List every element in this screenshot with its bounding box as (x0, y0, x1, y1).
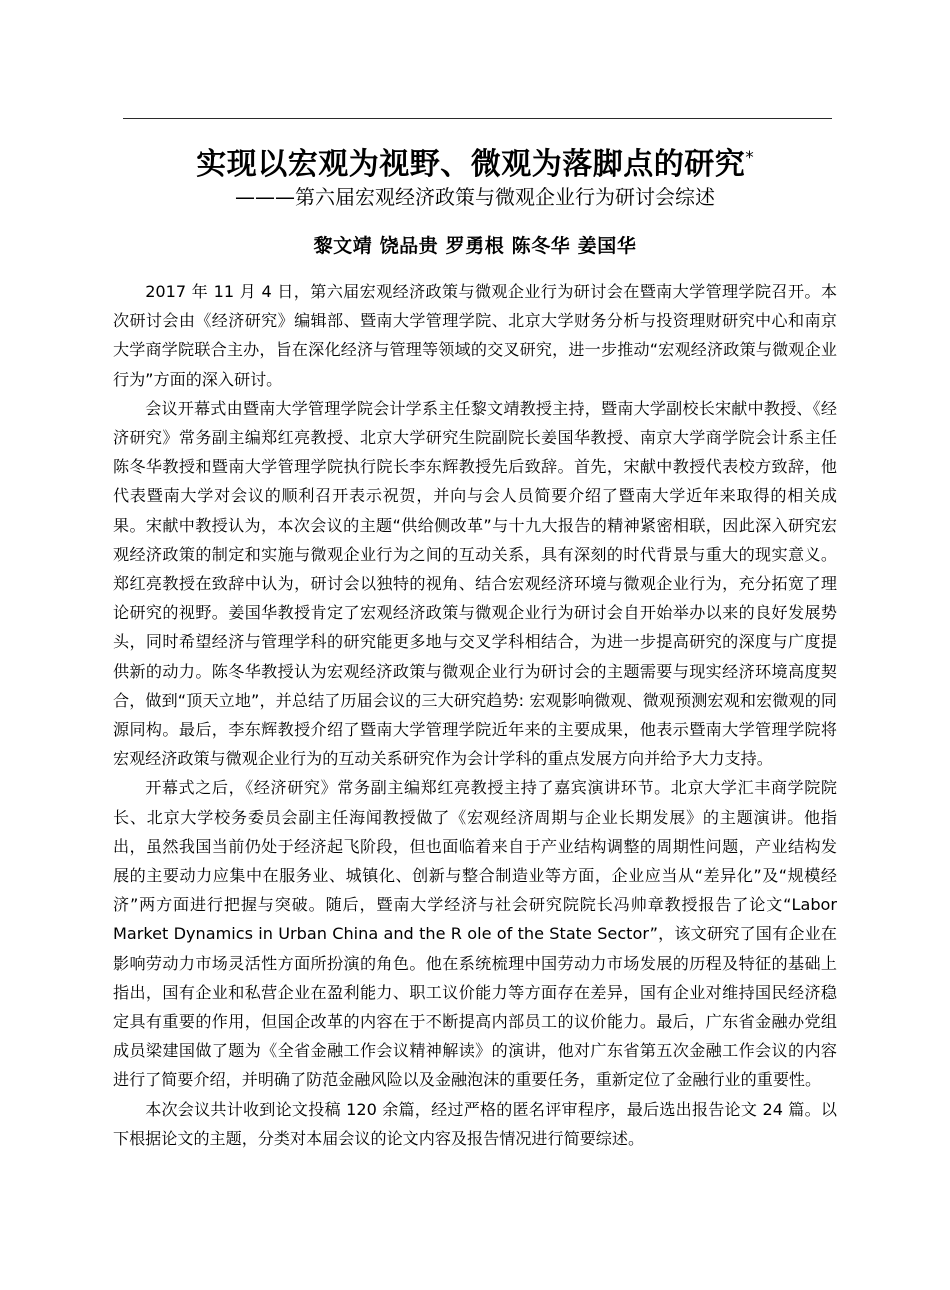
header-rule (123, 118, 832, 119)
author-list: 黎文靖 饶品贵 罗勇根 陈冬华 姜国华 (313, 235, 637, 257)
page-title-text: 实现以宏观为视野、微观为落脚点的研究 (196, 147, 746, 183)
body-content (113, 277, 837, 1153)
title-footnote-marker: * (745, 148, 754, 169)
paragraph: 2017 年 11 月 4 日，第六届宏观经济政策与微观企业行为研讨会在暨南大学管理学院召开。本次研讨会由《经济研究》编辑部、暨南大学管理学院、北京大学财务分析与投资理财研究中心和南京大学商学院联合主办，旨在深化经济与管理等领域的交叉研究，进一步推动“宏观经济政策与微观企业行为”方面的深入研讨。 (113, 282, 837, 389)
page-title (0, 146, 950, 184)
paragraph: 本次会议共计收到论文投稿 120 余篇，经过严格的匿名评审程序，最后选出报告论文 24 篇。以下根据论文的主题，分类对本届会议的论文内容及报告情况进行简要综述。 (113, 1099, 837, 1148)
paragraph: 会议开幕式由暨南大学管理学院会计学系主任黎文靖教授主持，暨南大学副校长宋献中教授、《经济研究》常务副主编郑红亮教授、北京大学研究生院副院长姜国华教授、南京大学商学院会计系主任陈冬华教授和暨南大学管理学院执行院长李东辉教授先后致辞。首先，宋献中教授代表校方致辞，他代表暨南大学对会议的顺利召开表示祝贺，并向与会人员简要介绍了暨南大学近年来取得的相关成果。宋献中教授认为，本次会议的主题“供给侧改革”与十九大报告的精神紧密相联，因此深入研究宏观经济政策的制定和实施与微观企业行为之间的互动关系，具有深刻的时代背景与重大的现实意义。郑红亮教授在致辞中认为，研讨会以独特的视角、结合宏观经济环境与微观企业行为，充分拓宽了理论研究的视野。姜国华教授肯定了宏观经济政策与微观企业行为研讨会自开始举办以来的良好发展势头，同时希望经济与管理学科的研究能更多地与交叉学科相结合，为进一步提高研究的深度与广度提供新的动力。陈冬华教授认为宏观经济政策与微观企业行为研讨会的主题需要与现实经济环境高度契合，做到“顶天立地”，并总结了历届会议的三大研究趋势: 宏观影响微观、微观预测宏观和宏微观的同源同构。最后，李东辉教授介绍了暨南大学管理学院近年来的主要成果，他表示暨南大学管理学院将宏观经济政策与微观企业行为的互动关系研究作为会计学科的重点发展方向并给予大力支持。 (113, 398, 837, 769)
paragraph: 开幕式之后，《经济研究》常务副主编郑红亮教授主持了嘉宾演讲环节。北京大学汇丰商学院院长、北京大学校务委员会副主任海闻教授做了《宏观经济周期与企业长期发展》的主题演讲。他指出，虽然我国当前仍处于经济起飞阶段，但也面临着来自于产业结构调整的周期性问题，产业结构发展的主要动力应集中在服务业、城镇化、创新与整合制造业等方面，企业应当从“差异化”及“规模经济”两方面进行把握与突破。随后，暨南大学经济与社会研究院院长冯帅章教授报告了论文“Labor Market Dynamics in Urban China and the R ole of the State Sector”，该文研究了国有企业在影响劳动力市场灵活性方面所扮演的角色。他在系统梳理中国劳动力市场发展的历程及特征的基础上指出，国有企业和私营企业在盈利能力、职工议价能力等方面存在差异，国有企业对维持国民经济稳定具有重要的作用，但国企改革的内容在于不断提高内部员工的议价能力。最后，广东省金融办党组成员梁建国做了题为《全省金融工作会议精神解读》的演讲，他对广东省第五次金融工作会议的内容进行了简要介绍，并明确了防范金融风险以及金融泡沫的重要任务，重新定位了金融行业的重要性。 (113, 778, 837, 1090)
page-subtitle: ———第六届宏观经济政策与微观企业行为研讨会综述 (235, 185, 715, 209)
